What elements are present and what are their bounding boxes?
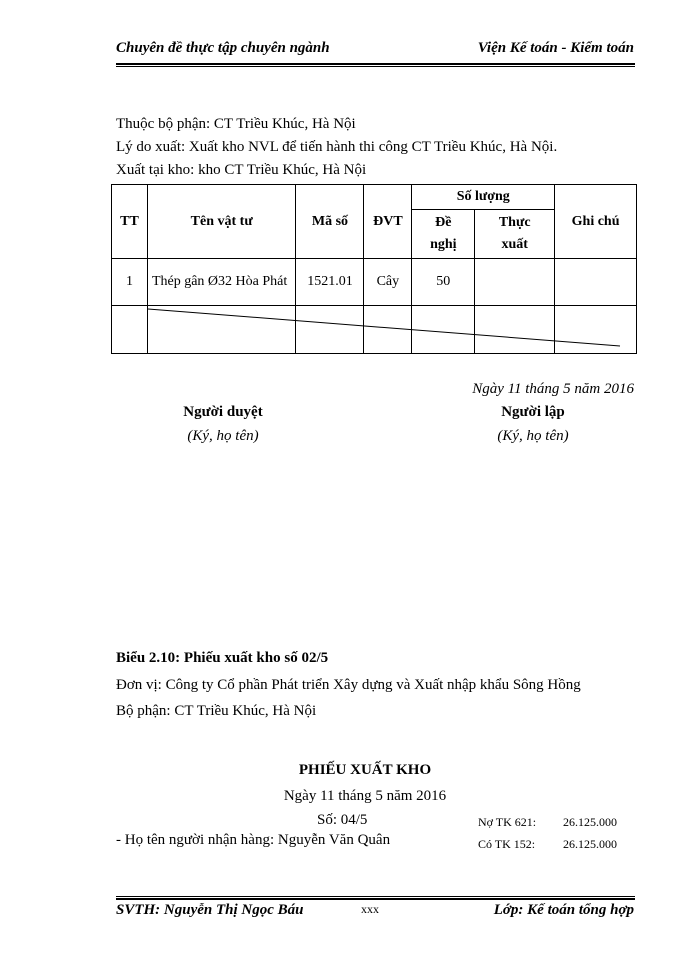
col-qty-req-header: Đề nghị bbox=[412, 210, 475, 259]
header-left: Chuyên đề thực tập chuyên ngành bbox=[116, 40, 330, 56]
receiver-line: - Họ tên người nhận hàng: Nguyễn Văn Quân bbox=[116, 832, 391, 848]
doc-date: Ngày 11 tháng 5 năm 2016 bbox=[283, 788, 447, 804]
caption: Biểu 2.10: Phiếu xuất kho số 02/5 bbox=[116, 650, 329, 666]
col-note-header: Ghi chú bbox=[555, 185, 637, 259]
footer-rule-thin bbox=[116, 896, 635, 897]
footer-center: xxx bbox=[361, 902, 379, 916]
creator-title: Người lập bbox=[501, 404, 565, 420]
sign-date: Ngày 11 tháng 5 năm 2016 bbox=[472, 381, 634, 397]
doc-number: Số: 04/5 bbox=[317, 812, 368, 828]
col-code-header: Mã số bbox=[296, 185, 364, 259]
cell-name: Thép gân Ø32 Hòa Phát bbox=[147, 259, 296, 306]
footer-rule bbox=[116, 898, 635, 900]
approver-title: Người duyệt bbox=[183, 404, 263, 420]
doc-title: PHIẾU XUẤT KHO bbox=[298, 762, 432, 778]
creator-note: (Ký, họ tên) bbox=[497, 428, 569, 444]
col-qty-actual-header: Thực xuất bbox=[475, 210, 555, 259]
debit-value: 26.125.000 bbox=[563, 815, 617, 829]
cell-tt: 1 bbox=[112, 259, 148, 306]
col-tt-header: TT bbox=[112, 185, 148, 259]
debit-label: Nợ TK 621: bbox=[478, 815, 537, 829]
cell-unit: Cây bbox=[364, 259, 412, 306]
dept-line: Thuộc bộ phận: CT Triều Khúc, Hà Nội bbox=[116, 116, 356, 132]
col-qty-header: Số lượng bbox=[412, 185, 555, 210]
company-line: Đơn vị: Công ty Cổ phần Phát triển Xây dựng và Xuất nhập khẩu Sông Hồng bbox=[116, 677, 581, 693]
dept-line-2: Bộ phận: CT Triều Khúc, Hà Nội bbox=[116, 703, 317, 719]
cell-code: 1521.01 bbox=[296, 259, 364, 306]
col-unit-header: ĐVT bbox=[364, 185, 412, 259]
header-right: Viện Kế toán - Kiểm toán bbox=[477, 40, 634, 56]
credit-label: Có TK 152: bbox=[478, 837, 536, 851]
cell-qty-req: 50 bbox=[412, 259, 475, 306]
footer-right: Lớp: Kế toán tổng hợp bbox=[493, 902, 634, 918]
warehouse-line: Xuất tại kho: kho CT Triều Khúc, Hà Nội bbox=[116, 162, 367, 178]
footer-left: SVTH: Nguyễn Thị Ngọc Báu bbox=[116, 902, 304, 918]
col-name-header: Tên vật tư bbox=[147, 185, 296, 259]
credit-value: 26.125.000 bbox=[563, 837, 617, 851]
reason-line: Lý do xuất: Xuất kho NVL để tiến hành thi công CT Triều Khúc, Hà Nội. bbox=[116, 139, 558, 155]
approver-note: (Ký, họ tên) bbox=[187, 428, 259, 444]
